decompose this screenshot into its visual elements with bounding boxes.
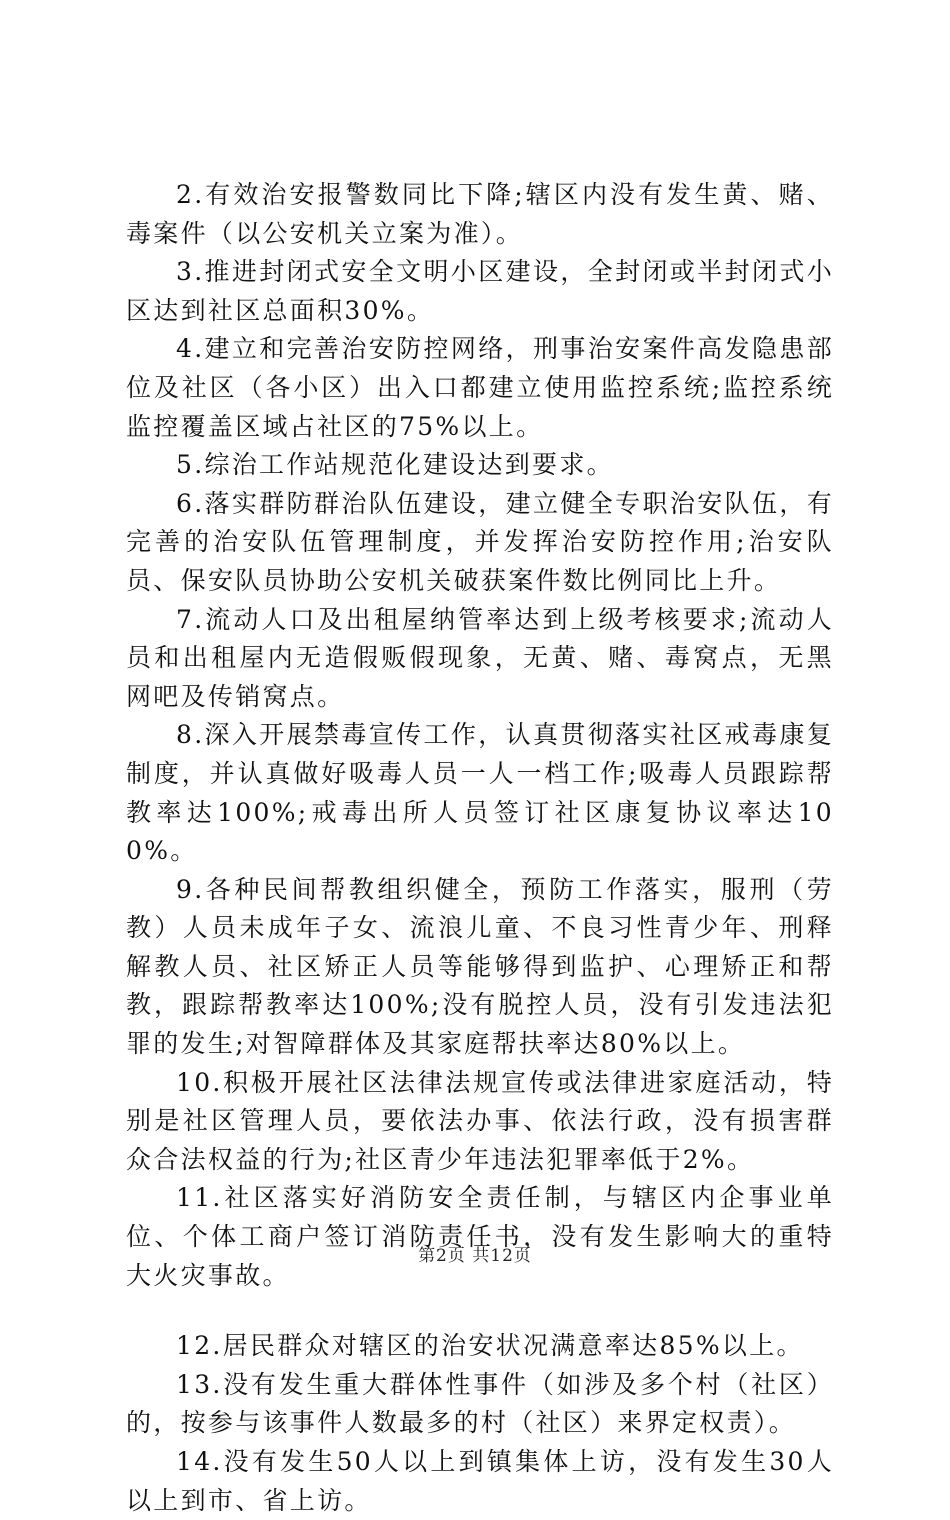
- paragraph-12: 12.居民群众对辖区的治安状况满意率达85%以上。: [176, 1331, 804, 1361]
- paragraph-14: 14.没有发生50人以上到镇集体上访，没有发生30人以上到市、省上访。: [126, 1447, 834, 1515]
- paragraph-13: 13.没有发生重大群体性事件（如涉及多个村（社区）的，按参与该事件人数最多的村（社区）来界定权责）。: [126, 1369, 834, 1438]
- paragraph-8: 8.深入开展禁毒宣传工作，认真贯彻落实社区戒毒康复制度，并认真做好吸毒人员一人一档工作;吸毒人员跟踪帮教率达100%;戒毒出所人员签订社区康复协议率达100%。: [126, 720, 834, 866]
- paragraph-7: 7.流动人口及出租屋纳管率达到上级考核要求;流动人员和出租屋内无造假贩假现象，无黄、赌、毒窝点，无黑网吧及传销窝点。: [126, 604, 834, 711]
- document-body: [126, 176, 834, 1520]
- page-footer: [0, 1241, 950, 1266]
- paragraph-6: 6.落实群防群治队伍建设，建立健全专职治安队伍，有完善的治安队伍管理制度，并发挥治安防控作用;治安队员、保安队员协助公安机关破获案件数比例同比上升。: [126, 488, 834, 595]
- paragraph-2: 2.有效治安报警数同比下降;辖区内没有发生黄、赌、毒案件（以公安机关立案为准）。: [126, 180, 834, 248]
- paragraph-3: 3.推进封闭式安全文明小区建设，全封闭或半封闭式小区达到社区总面积30%。: [126, 257, 834, 325]
- paragraph-9: 9.各种民间帮教组织健全，预防工作落实，服刑（劳教）人员未成年子女、流浪儿童、不良习性青少年、刑释解教人员、社区矫正人员等能够得到监护、心理矫正和帮教，跟踪帮教率达100%;没有脱控人员，没有引发违法犯罪的发生;对智障群体及其家庭帮扶率达80%以上。: [126, 874, 834, 1059]
- page-number-label: 第2页 共12页: [418, 1246, 532, 1266]
- paragraph-10: 10.积极开展社区法律法规宣传或法律进家庭活动，特别是社区管理人员，要依法办事、依法行政，没有损害群众合法权益的行为;社区青少年违法犯罪率低于2%。: [126, 1067, 834, 1174]
- paragraph-4: 4.建立和完善治安防控网络，刑事治安案件高发隐患部位及社区（各小区）出入口都建立使用监控系统;监控系统监控覆盖区域占社区的75%以上。: [126, 334, 834, 441]
- paragraph-11: 11.社区落实好消防安全责任制，与辖区内企事业单位、个体工商户签订消防责任书，没有发生影响大的重特大火灾事故。: [126, 1183, 834, 1290]
- paragraph-5: 5.综治工作站规范化建设达到要求。: [176, 450, 614, 480]
